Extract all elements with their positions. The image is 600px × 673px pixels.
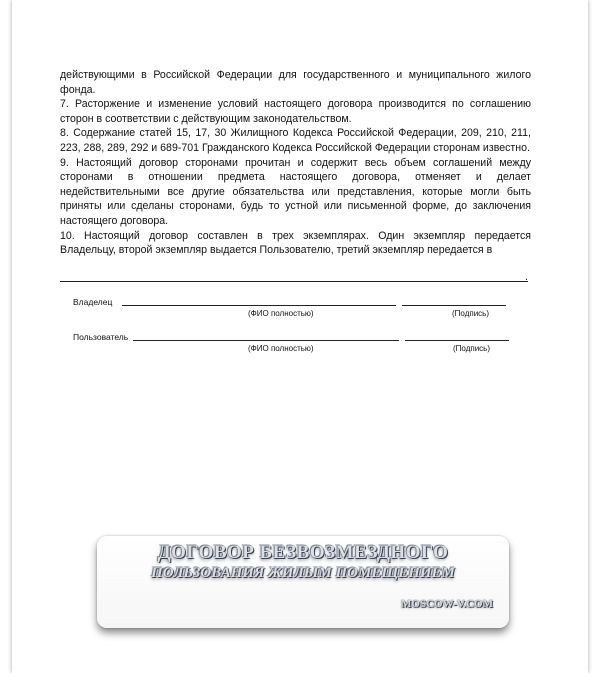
owner-label: Владелец — [73, 297, 113, 307]
blank-period: . — [525, 271, 528, 283]
user-fio-hint: (ФИО полностью) — [248, 344, 314, 353]
owner-sign-line — [402, 305, 506, 306]
user-fio-line — [133, 340, 399, 341]
blank-fill-line — [60, 281, 528, 282]
paragraph-8: 8. Содержание статей 15, 17, 30 Жилищного Кодекса Российской Федерации, 209, 210, 211, 223, 288, 289, 292 и 689-701 Гражданского Кодекса Российской Федерации сторонам известно. — [60, 127, 531, 154]
document-body — [60, 68, 531, 258]
owner-fio-line — [122, 305, 396, 306]
user-sign-hint: (Подпись) — [453, 344, 490, 353]
banner-site: MOSCOW-V.COM — [401, 598, 493, 610]
banner-title-line1: ДОГОВОР БЕЗВОЗМЕЗДНОГО — [157, 542, 449, 563]
user-label: Пользователь — [73, 332, 129, 342]
paragraph-6-end: действующими в Российской Федерации для государственного и муниципального жилого фонда. — [60, 69, 531, 96]
owner-sign-hint: (Подпись) — [452, 309, 489, 318]
paragraph-10: 10. Настоящий договор составлен в трех экземплярах. Один экземпляр передается Владельцу, второй экземпляр выдается Пользователю, третий экземпляр передается в — [60, 229, 531, 257]
paragraph-7: 7. Расторжение и изменение условий настоящего договора производится по соглашению сторон в соответствии с действующим законодательством. — [60, 98, 531, 125]
owner-fio-hint: (ФИО полностью) — [248, 309, 314, 318]
paragraph-9: 9. Настоящий договор сторонами прочитан и содержит весь объем соглашений между сторонами в отношении предмета настоящего договора, отменяет и делает недействительными все другие обязательства или представления, которые могли быть приняты или сделаны сторонами, будь то устной или письменной форме, до заключения настоящего договора. — [60, 156, 531, 227]
title-banner — [97, 536, 509, 628]
banner-title-line2: ПОЛЬЗОВАНИЯ ЖИЛЫМ ПОМЕЩЕНИЕМ — [151, 565, 455, 581]
user-sign-line — [405, 340, 509, 341]
